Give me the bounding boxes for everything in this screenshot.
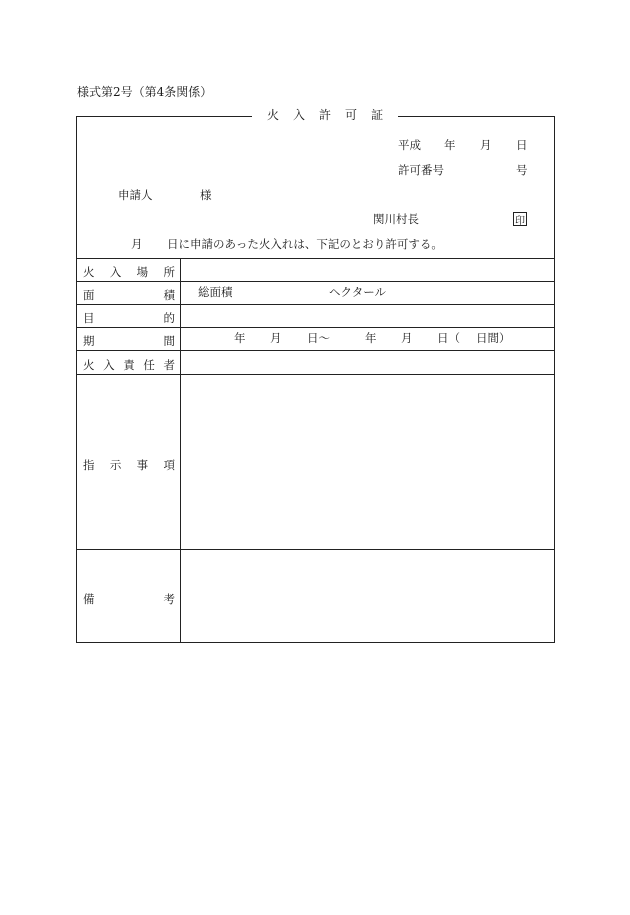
period-days: 日間）	[476, 331, 511, 345]
title-char: 証	[371, 108, 384, 122]
issuer-name: 関川村長	[373, 212, 419, 226]
title-char: 入	[293, 108, 306, 122]
permit-number-label: 許可番号	[398, 163, 444, 177]
period-start-year: 年	[234, 331, 246, 345]
date-era: 平成	[398, 138, 421, 152]
permit-number-unit: 号	[516, 163, 528, 177]
title-char: 可	[345, 108, 358, 122]
period-end-month: 月	[401, 331, 413, 345]
table-rule	[76, 327, 555, 328]
period-start-day: 日〜	[307, 331, 330, 345]
area-total-label: 総面積	[198, 285, 233, 299]
location-field[interactable]	[182, 259, 554, 281]
instructions-field[interactable]	[182, 375, 554, 548]
period-end-day: 日（	[437, 331, 460, 345]
title-char: 火	[267, 108, 280, 122]
seal-icon: 印	[513, 212, 527, 226]
form-number: 様式第2号（第4条関係）	[77, 85, 213, 99]
row-label-responsible: 火 入 責 任 者	[83, 358, 175, 372]
period-end-year: 年	[365, 331, 377, 345]
statement-month: 月	[131, 237, 143, 251]
title-char: 許	[319, 108, 332, 122]
date-day-unit: 日	[516, 138, 528, 152]
date-month-unit: 月	[480, 138, 492, 152]
date-year-unit: 年	[444, 138, 456, 152]
row-label-remarks: 備 考	[83, 592, 175, 606]
period-start-month: 月	[270, 331, 282, 345]
responsible-field[interactable]	[182, 351, 554, 373]
row-label-location: 火 入 場 所	[83, 265, 175, 279]
remarks-field[interactable]	[182, 550, 554, 642]
applicant-suffix: 様	[200, 188, 212, 202]
label-column-divider	[180, 258, 181, 643]
row-label-period: 期 間	[83, 334, 175, 348]
table-rule	[76, 281, 555, 282]
purpose-field[interactable]	[182, 305, 554, 327]
row-label-instructions: 指 示 事 項	[83, 458, 175, 472]
row-label-purpose: 目 的	[83, 311, 175, 325]
applicant-label: 申請人	[118, 188, 153, 202]
row-label-area: 面 積	[83, 288, 175, 302]
statement-text: 日に申請のあった火入れは、下記のとおり許可する。	[167, 237, 443, 251]
form-title	[252, 109, 398, 121]
area-unit: ヘクタール	[329, 285, 387, 299]
